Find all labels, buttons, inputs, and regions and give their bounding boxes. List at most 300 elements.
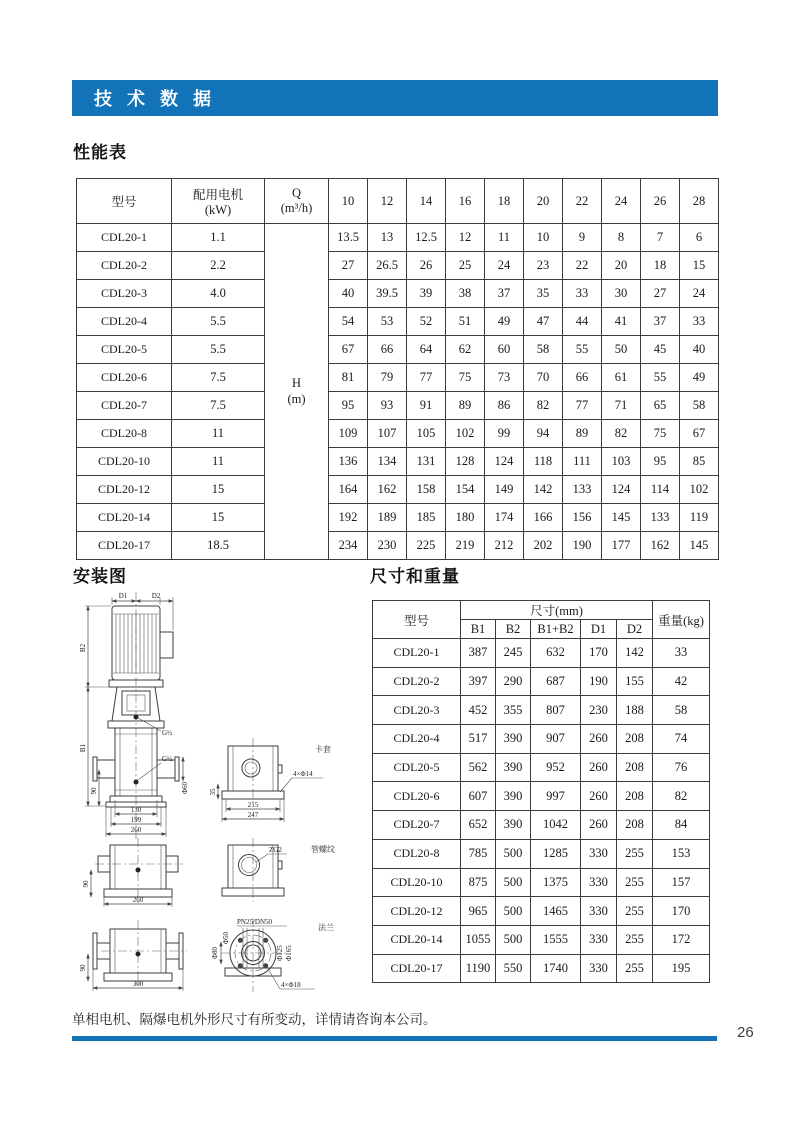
dimension-value-cell: 1465 xyxy=(531,897,581,926)
dimension-value-cell: 907 xyxy=(531,725,581,754)
dimension-value-cell: 1055 xyxy=(461,925,496,954)
dimension-value-cell: 153 xyxy=(653,839,710,868)
model-cell: CDL20-14 xyxy=(77,504,172,532)
dimension-value-cell: 687 xyxy=(531,667,581,696)
head-value-cell: 33 xyxy=(563,280,602,308)
head-value-cell: 39 xyxy=(407,280,446,308)
head-value-cell: 67 xyxy=(329,336,368,364)
dimension-value-cell: 952 xyxy=(531,753,581,782)
col-header-model: 型号 xyxy=(373,601,461,639)
dimension-value-cell: 517 xyxy=(461,725,496,754)
motor-kw-cell: 18.5 xyxy=(172,532,265,560)
head-value-cell: 24 xyxy=(485,252,524,280)
head-value-cell: 44 xyxy=(563,308,602,336)
model-cell: CDL20-8 xyxy=(373,839,461,868)
dimension-value-cell: 390 xyxy=(496,725,531,754)
dimensions-header-row-1 xyxy=(373,601,710,620)
performance-row xyxy=(77,280,719,308)
head-value-cell: 66 xyxy=(368,336,407,364)
dimension-value-cell: 142 xyxy=(617,639,653,668)
dim-label-phi50: Φ50 xyxy=(222,931,230,945)
dimension-value-cell: 330 xyxy=(581,868,617,897)
dimension-value-cell: 965 xyxy=(461,897,496,926)
head-value-cell: 10 xyxy=(524,224,563,252)
dimension-value-cell: 500 xyxy=(496,868,531,897)
head-value-cell: 128 xyxy=(446,448,485,476)
head-value-cell: 51 xyxy=(446,308,485,336)
col-header-b1: B1 xyxy=(461,620,496,639)
head-value-cell: 105 xyxy=(407,420,446,448)
head-value-cell: 13 xyxy=(368,224,407,252)
head-value-cell: 62 xyxy=(446,336,485,364)
head-value-cell: 102 xyxy=(680,476,719,504)
motor-kw-cell: 4.0 xyxy=(172,280,265,308)
head-value-cell: 230 xyxy=(368,532,407,560)
col-header-q-value: 26 xyxy=(641,179,680,224)
performance-row xyxy=(77,448,719,476)
head-value-cell: 202 xyxy=(524,532,563,560)
performance-row xyxy=(77,532,719,560)
model-cell: CDL20-17 xyxy=(77,532,172,560)
model-cell: CDL20-5 xyxy=(373,753,461,782)
head-value-cell: 41 xyxy=(602,308,641,336)
performance-row xyxy=(77,420,719,448)
label-ferrule: 卡套 xyxy=(315,745,331,754)
dim-label-phi125: Φ125 xyxy=(276,945,284,961)
head-value-cell: 40 xyxy=(680,336,719,364)
dimensions-table-body xyxy=(373,639,710,983)
head-value-cell: 94 xyxy=(524,420,563,448)
head-label: H xyxy=(291,375,302,390)
head-value-cell: 85 xyxy=(680,448,719,476)
col-header-b2: B2 xyxy=(496,620,531,639)
col-header-b1b2: B1+B2 xyxy=(531,620,581,639)
head-value-cell: 70 xyxy=(524,364,563,392)
performance-table-body xyxy=(77,224,719,560)
head-value-cell: 7 xyxy=(641,224,680,252)
dimension-value-cell: 33 xyxy=(653,639,710,668)
dimensions-row xyxy=(373,725,710,754)
head-value-cell: 40 xyxy=(329,280,368,308)
dimension-value-cell: 190 xyxy=(581,667,617,696)
head-value-cell: 77 xyxy=(407,364,446,392)
head-value-cell: 124 xyxy=(485,448,524,476)
model-cell: CDL20-10 xyxy=(373,868,461,897)
dimensions-row xyxy=(373,667,710,696)
head-value-cell: 54 xyxy=(329,308,368,336)
dim-label-199: 199 xyxy=(130,816,142,824)
head-value-cell: 185 xyxy=(407,504,446,532)
dimension-value-cell: 452 xyxy=(461,696,496,725)
motor-kw-cell: 15 xyxy=(172,504,265,532)
head-value-cell: 37 xyxy=(641,308,680,336)
flange-view xyxy=(211,918,334,992)
head-value-cell: 8 xyxy=(602,224,641,252)
motor-kw-cell: 7.5 xyxy=(172,392,265,420)
model-cell: CDL20-3 xyxy=(373,696,461,725)
performance-row xyxy=(77,308,719,336)
head-value-cell: 82 xyxy=(602,420,641,448)
head-value-cell: 164 xyxy=(329,476,368,504)
head-value-cell: 6 xyxy=(680,224,719,252)
head-value-cell: 162 xyxy=(368,476,407,504)
head-value-cell: 27 xyxy=(641,280,680,308)
head-value-cell: 142 xyxy=(524,476,563,504)
base-view-300 xyxy=(79,920,187,991)
head-value-cell: 47 xyxy=(524,308,563,336)
dimension-value-cell: 260 xyxy=(581,725,617,754)
model-cell: CDL20-1 xyxy=(77,224,172,252)
dimension-value-cell: 562 xyxy=(461,753,496,782)
performance-row xyxy=(77,476,719,504)
section-title: 技 术 数 据 xyxy=(94,89,217,109)
col-header-motor-line2: (kW) xyxy=(204,202,232,217)
dim-label-260-main: 260 xyxy=(130,826,142,834)
col-header-q-value: 12 xyxy=(368,179,407,224)
head-value-cell: 133 xyxy=(563,476,602,504)
model-cell: CDL20-12 xyxy=(77,476,172,504)
col-header-flow xyxy=(265,179,329,224)
dimension-value-cell: 390 xyxy=(496,811,531,840)
dim-label-215: 215 xyxy=(247,801,259,809)
head-value-cell: 145 xyxy=(680,532,719,560)
label-zg2: ZG2 xyxy=(269,846,282,854)
model-cell: CDL20-1 xyxy=(373,639,461,668)
head-value-cell: 192 xyxy=(329,504,368,532)
model-cell: CDL20-17 xyxy=(373,954,461,983)
col-header-q-value: 14 xyxy=(407,179,446,224)
head-value-cell: 71 xyxy=(602,392,641,420)
dimension-value-cell: 390 xyxy=(496,753,531,782)
footer-bar xyxy=(72,1036,717,1041)
head-value-cell: 107 xyxy=(368,420,407,448)
dim-label-d2: D2 xyxy=(151,592,161,600)
label-flange: 法兰 xyxy=(318,923,334,932)
dimension-value-cell: 170 xyxy=(653,897,710,926)
performance-title: 性能表 xyxy=(73,143,127,162)
port-label-g-half-bottom: G½ xyxy=(162,755,173,763)
dimensions-row xyxy=(373,868,710,897)
head-value-cell: 61 xyxy=(602,364,641,392)
dimension-value-cell: 255 xyxy=(617,868,653,897)
port-label-g-half-top: G½ xyxy=(162,729,173,737)
dimension-value-cell: 875 xyxy=(461,868,496,897)
ferrule-side-view xyxy=(209,738,331,822)
dimension-value-cell: 208 xyxy=(617,782,653,811)
dimension-value-cell: 997 xyxy=(531,782,581,811)
head-value-cell: 225 xyxy=(407,532,446,560)
dimension-value-cell: 1740 xyxy=(531,954,581,983)
installation-diagram xyxy=(75,588,370,998)
head-value-cell: 174 xyxy=(485,504,524,532)
col-header-q-value: 22 xyxy=(563,179,602,224)
head-value-cell: 111 xyxy=(563,448,602,476)
dimension-value-cell: 1285 xyxy=(531,839,581,868)
head-value-cell: 219 xyxy=(446,532,485,560)
performance-row xyxy=(77,336,719,364)
footnote: 单相电机、隔爆电机外形尺寸有所变动，详情请咨询本公司。 xyxy=(72,1012,437,1027)
col-header-d2: D2 xyxy=(617,620,653,639)
head-value-cell: 52 xyxy=(407,308,446,336)
head-value-cell: 11 xyxy=(485,224,524,252)
dimension-value-cell: 170 xyxy=(581,639,617,668)
head-value-cell: 86 xyxy=(485,392,524,420)
head-value-cell: 50 xyxy=(602,336,641,364)
installation-title: 安装图 xyxy=(73,567,127,586)
head-value-cell: 133 xyxy=(641,504,680,532)
head-value-cell: 75 xyxy=(641,420,680,448)
dimension-value-cell: 255 xyxy=(617,925,653,954)
performance-row xyxy=(77,252,719,280)
performance-row xyxy=(77,392,719,420)
head-value-cell: 89 xyxy=(446,392,485,420)
head-value-cell: 136 xyxy=(329,448,368,476)
motor-kw-cell: 5.5 xyxy=(172,336,265,364)
head-value-cell: 180 xyxy=(446,504,485,532)
head-value-cell: 55 xyxy=(563,336,602,364)
dimension-value-cell: 330 xyxy=(581,897,617,926)
performance-row xyxy=(77,504,719,532)
head-value-cell: 119 xyxy=(680,504,719,532)
model-cell: CDL20-2 xyxy=(373,667,461,696)
head-value-cell: 124 xyxy=(602,476,641,504)
threaded-port-view xyxy=(222,838,335,902)
col-header-motor xyxy=(172,179,265,224)
dimension-value-cell: 195 xyxy=(653,954,710,983)
dimensions-table xyxy=(372,600,710,983)
motor-kw-cell: 11 xyxy=(172,448,265,476)
model-cell: CDL20-6 xyxy=(77,364,172,392)
head-value-cell: 58 xyxy=(680,392,719,420)
dimension-value-cell: 260 xyxy=(581,753,617,782)
model-cell: CDL20-10 xyxy=(77,448,172,476)
dimension-value-cell: 500 xyxy=(496,897,531,926)
head-value-cell: 79 xyxy=(368,364,407,392)
col-header-q-value: 16 xyxy=(446,179,485,224)
head-value-cell: 12 xyxy=(446,224,485,252)
dim-label-bolt14: 4×Φ14 xyxy=(293,770,313,778)
dim-label-260-mid: 260 xyxy=(132,896,144,904)
model-cell: CDL20-8 xyxy=(77,420,172,448)
head-value-cell: 60 xyxy=(485,336,524,364)
dimension-value-cell: 84 xyxy=(653,811,710,840)
head-value-cell: 93 xyxy=(368,392,407,420)
dimension-value-cell: 208 xyxy=(617,811,653,840)
label-pn25-dn50: PN25/DN50 xyxy=(237,918,273,926)
head-value-cell: 13.5 xyxy=(329,224,368,252)
head-value-cell: 114 xyxy=(641,476,680,504)
head-value-cell: 156 xyxy=(563,504,602,532)
label-pipe-thread: 管螺纹 xyxy=(311,845,335,854)
dimension-value-cell: 807 xyxy=(531,696,581,725)
col-header-size: 尺寸(mm) xyxy=(461,601,653,620)
dimension-value-cell: 245 xyxy=(496,639,531,668)
head-value-cell: 189 xyxy=(368,504,407,532)
motor-kw-cell: 2.2 xyxy=(172,252,265,280)
head-value-cell: 212 xyxy=(485,532,524,560)
col-header-flow-line1: Q xyxy=(291,186,302,200)
head-value-cell: 49 xyxy=(485,308,524,336)
head-value-cell: 77 xyxy=(563,392,602,420)
page-number: 26 xyxy=(737,1024,754,1041)
dimension-value-cell: 74 xyxy=(653,725,710,754)
dim-label-247: 247 xyxy=(247,811,259,819)
head-value-cell: 24 xyxy=(680,280,719,308)
dimension-value-cell: 330 xyxy=(581,839,617,868)
dimensions-title: 尺寸和重量 xyxy=(370,567,460,586)
col-header-q-value: 28 xyxy=(680,179,719,224)
dimension-value-cell: 397 xyxy=(461,667,496,696)
model-cell: CDL20-12 xyxy=(373,897,461,926)
head-value-cell: 65 xyxy=(641,392,680,420)
head-value-cell: 166 xyxy=(524,504,563,532)
dimension-value-cell: 208 xyxy=(617,725,653,754)
head-value-cell: 89 xyxy=(563,420,602,448)
head-value-cell: 75 xyxy=(446,364,485,392)
dimension-value-cell: 255 xyxy=(617,839,653,868)
model-cell: CDL20-14 xyxy=(373,925,461,954)
dimensions-row xyxy=(373,753,710,782)
dim-label-90-main: 90 xyxy=(90,787,98,795)
dim-label-bolt18: 4×Φ18 xyxy=(281,981,301,989)
model-cell: CDL20-3 xyxy=(77,280,172,308)
head-value-cell: 22 xyxy=(563,252,602,280)
head-value-cell: 30 xyxy=(602,280,641,308)
dimension-value-cell: 330 xyxy=(581,925,617,954)
dimension-value-cell: 260 xyxy=(581,782,617,811)
head-value-cell: 45 xyxy=(641,336,680,364)
head-value-cell: 37 xyxy=(485,280,524,308)
dimension-value-cell: 188 xyxy=(617,696,653,725)
head-value-cell: 154 xyxy=(446,476,485,504)
head-value-cell: 33 xyxy=(680,308,719,336)
head-value-cell: 99 xyxy=(485,420,524,448)
motor-kw-cell: 7.5 xyxy=(172,364,265,392)
dimension-value-cell: 172 xyxy=(653,925,710,954)
col-header-q-value: 10 xyxy=(329,179,368,224)
dimension-value-cell: 42 xyxy=(653,667,710,696)
dimensions-row xyxy=(373,954,710,983)
dimension-value-cell: 255 xyxy=(617,897,653,926)
section-title-bar xyxy=(72,80,718,116)
head-value-cell: 35 xyxy=(524,280,563,308)
head-value-cell: 158 xyxy=(407,476,446,504)
col-header-weight: 重量(kg) xyxy=(653,601,710,639)
head-value-cell: 131 xyxy=(407,448,446,476)
head-value-cell: 103 xyxy=(602,448,641,476)
head-value-cell: 118 xyxy=(524,448,563,476)
dimension-value-cell: 260 xyxy=(581,811,617,840)
motor-kw-cell: 5.5 xyxy=(172,308,265,336)
head-value-cell: 12.5 xyxy=(407,224,446,252)
dimensions-row xyxy=(373,782,710,811)
head-value-cell: 234 xyxy=(329,532,368,560)
col-header-motor-line1: 配用电机 xyxy=(192,187,243,202)
head-value-cell: 102 xyxy=(446,420,485,448)
col-header-q-value: 24 xyxy=(602,179,641,224)
model-cell: CDL20-2 xyxy=(77,252,172,280)
base-view-260 xyxy=(82,838,183,907)
dimension-value-cell: 390 xyxy=(496,782,531,811)
col-header-d1: D1 xyxy=(581,620,617,639)
head-value-cell: 26 xyxy=(407,252,446,280)
dimension-value-cell: 230 xyxy=(581,696,617,725)
head-value-cell: 58 xyxy=(524,336,563,364)
dimension-value-cell: 387 xyxy=(461,639,496,668)
head-value-cell: 145 xyxy=(602,504,641,532)
head-value-cell: 134 xyxy=(368,448,407,476)
dimension-value-cell: 208 xyxy=(617,753,653,782)
head-unit-cell xyxy=(265,224,329,560)
head-value-cell: 53 xyxy=(368,308,407,336)
dimensions-row xyxy=(373,811,710,840)
head-value-cell: 39.5 xyxy=(368,280,407,308)
dim-label-b1: B1 xyxy=(79,743,87,753)
head-value-cell: 15 xyxy=(680,252,719,280)
performance-header-row xyxy=(77,179,719,224)
head-value-cell: 49 xyxy=(680,364,719,392)
col-header-q-value: 18 xyxy=(485,179,524,224)
dimension-value-cell: 1190 xyxy=(461,954,496,983)
motor-kw-cell: 15 xyxy=(172,476,265,504)
dim-label-90-mid: 90 xyxy=(82,880,90,888)
head-value-cell: 149 xyxy=(485,476,524,504)
head-value-cell: 177 xyxy=(602,532,641,560)
dimensions-row xyxy=(373,639,710,668)
head-value-cell: 18 xyxy=(641,252,680,280)
col-header-model: 型号 xyxy=(77,179,172,224)
head-value-cell: 23 xyxy=(524,252,563,280)
head-value-cell: 27 xyxy=(329,252,368,280)
head-value-cell: 25 xyxy=(446,252,485,280)
head-value-cell: 95 xyxy=(329,392,368,420)
dimension-value-cell: 255 xyxy=(617,954,653,983)
head-value-cell: 66 xyxy=(563,364,602,392)
head-value-cell: 64 xyxy=(407,336,446,364)
head-value-cell: 55 xyxy=(641,364,680,392)
head-value-cell: 73 xyxy=(485,364,524,392)
head-value-cell: 67 xyxy=(680,420,719,448)
head-value-cell: 81 xyxy=(329,364,368,392)
dimensions-row xyxy=(373,839,710,868)
dimension-value-cell: 290 xyxy=(496,667,531,696)
model-cell: CDL20-4 xyxy=(77,308,172,336)
performance-table xyxy=(76,178,719,560)
head-value-cell: 26.5 xyxy=(368,252,407,280)
model-cell: CDL20-7 xyxy=(373,811,461,840)
dim-label-300: 300 xyxy=(132,980,144,988)
dimension-value-cell: 1042 xyxy=(531,811,581,840)
dimension-value-cell: 1375 xyxy=(531,868,581,897)
dim-label-phi165: Φ165 xyxy=(285,945,293,961)
performance-row xyxy=(77,364,719,392)
head-value-cell: 82 xyxy=(524,392,563,420)
dim-label-35: 35 xyxy=(209,788,217,796)
model-cell: CDL20-4 xyxy=(373,725,461,754)
dimension-value-cell: 355 xyxy=(496,696,531,725)
head-value-cell: 190 xyxy=(563,532,602,560)
model-cell: CDL20-6 xyxy=(373,782,461,811)
dim-label-b2: B2 xyxy=(79,643,87,653)
model-cell: CDL20-5 xyxy=(77,336,172,364)
dim-label-phi60: Φ60 xyxy=(181,781,189,795)
dimension-value-cell: 1555 xyxy=(531,925,581,954)
dimension-value-cell: 550 xyxy=(496,954,531,983)
dimension-value-cell: 652 xyxy=(461,811,496,840)
head-value-cell: 91 xyxy=(407,392,446,420)
head-value-cell: 38 xyxy=(446,280,485,308)
motor-kw-cell: 1.1 xyxy=(172,224,265,252)
